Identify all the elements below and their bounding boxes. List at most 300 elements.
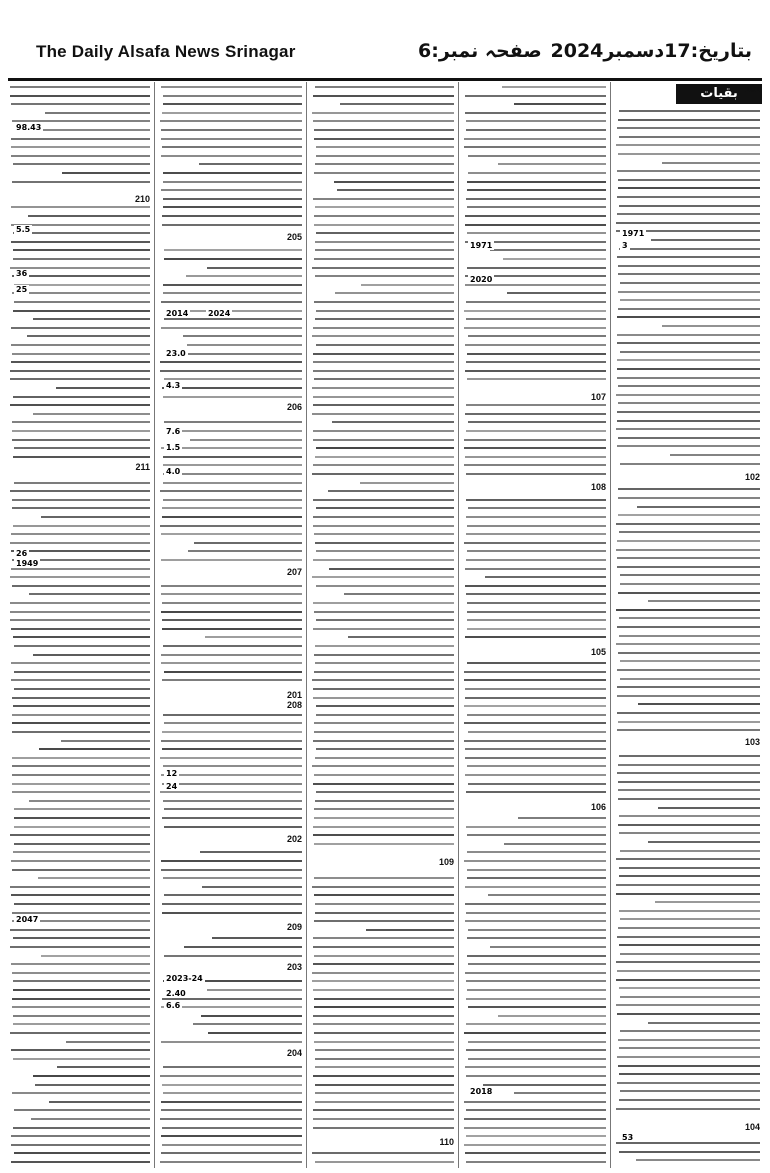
text-line <box>161 774 302 776</box>
text-line <box>465 370 606 372</box>
text-line <box>466 120 606 122</box>
text-line <box>617 626 760 628</box>
text-line <box>161 585 302 587</box>
text-line <box>618 119 760 121</box>
text-line <box>315 456 454 458</box>
text-line <box>200 851 302 853</box>
text-line <box>41 955 150 957</box>
body-figure: 23.0 <box>166 349 186 358</box>
text-line <box>316 705 454 707</box>
story-number: 211 <box>135 462 150 472</box>
text-line <box>616 394 760 396</box>
text-line <box>33 654 150 656</box>
text-line <box>315 249 454 251</box>
text-line <box>464 740 606 742</box>
text-line <box>466 980 606 982</box>
text-line <box>464 1101 606 1103</box>
text-line <box>161 86 302 88</box>
text-line <box>465 748 606 750</box>
text-line <box>316 714 454 716</box>
column-3 <box>310 82 456 1168</box>
text-line <box>12 774 150 776</box>
text-line <box>620 574 760 576</box>
text-line <box>483 1084 606 1086</box>
text-line <box>163 1092 302 1094</box>
text-line <box>14 817 150 819</box>
text-line <box>620 996 760 998</box>
body-figure: 2014 <box>166 309 189 318</box>
body-figure: 2023-24 <box>166 974 203 983</box>
text-line <box>466 1049 606 1051</box>
text-line <box>617 368 760 370</box>
text-line <box>340 103 454 105</box>
text-line <box>617 695 760 697</box>
text-line <box>162 748 302 750</box>
text-line <box>314 224 454 226</box>
text-line <box>312 413 454 415</box>
text-line <box>160 490 302 492</box>
text-line <box>619 755 760 757</box>
body-figure: 2020 <box>470 275 493 284</box>
text-line <box>617 316 760 318</box>
text-line <box>618 273 760 275</box>
text-line <box>187 344 302 346</box>
text-line <box>466 791 606 793</box>
text-line <box>314 808 454 810</box>
text-line <box>464 439 606 441</box>
text-line <box>618 497 760 499</box>
body-figure: 6.6 <box>166 1001 181 1010</box>
text-line <box>10 602 150 604</box>
text-line <box>467 955 606 957</box>
text-line <box>618 153 760 155</box>
text-line <box>467 353 606 355</box>
text-line <box>616 979 760 981</box>
text-line <box>164 258 302 260</box>
text-line <box>11 662 150 664</box>
text-line <box>160 1118 302 1120</box>
text-line <box>12 714 150 716</box>
text-line <box>11 894 150 896</box>
text-line <box>490 249 606 251</box>
story-number: 206 <box>286 402 302 412</box>
text-line <box>160 1075 302 1077</box>
text-line <box>314 955 454 957</box>
text-line <box>618 824 760 826</box>
text-line <box>617 1013 760 1015</box>
story-number: 107 <box>590 392 606 402</box>
text-line <box>620 583 760 585</box>
text-line <box>12 722 150 724</box>
text-line <box>29 593 150 595</box>
continuations-header: بقیات <box>676 84 762 104</box>
text-line <box>39 748 150 750</box>
column-1 <box>8 82 152 1168</box>
text-line <box>313 628 454 630</box>
text-line <box>464 464 606 466</box>
text-line <box>314 611 454 613</box>
text-line <box>464 860 606 862</box>
newspaper-page <box>8 8 762 1168</box>
text-line <box>467 206 606 208</box>
body-figure: 98.43 <box>16 123 42 132</box>
text-line <box>14 301 151 303</box>
text-line <box>10 576 150 578</box>
text-line <box>14 447 150 449</box>
text-line <box>361 284 454 286</box>
text-line <box>28 215 150 217</box>
text-line <box>467 378 606 380</box>
text-line <box>12 275 150 277</box>
text-line <box>465 972 606 974</box>
text-line <box>163 95 302 97</box>
text-line <box>619 136 760 138</box>
text-line <box>163 473 302 475</box>
text-line <box>503 258 606 260</box>
text-line <box>332 421 454 423</box>
text-line <box>164 421 302 423</box>
text-line <box>13 232 150 234</box>
text-line <box>315 1084 454 1086</box>
text-line <box>466 1023 606 1025</box>
text-line <box>316 447 454 449</box>
text-line <box>618 798 760 800</box>
text-line <box>164 955 302 957</box>
text-line <box>618 592 760 594</box>
text-line <box>12 697 150 699</box>
text-line <box>316 585 454 587</box>
text-line <box>13 1023 150 1025</box>
text-line <box>312 886 454 888</box>
text-line <box>11 550 150 552</box>
newspaper-title: The Daily Alsafa News Srinagar <box>36 42 296 61</box>
text-line <box>616 549 760 551</box>
text-line <box>617 936 760 938</box>
text-line <box>504 843 606 845</box>
text-line <box>315 542 454 544</box>
text-line <box>334 181 454 183</box>
text-line <box>465 224 606 226</box>
text-line <box>616 643 760 645</box>
story-number: 104 <box>744 1122 760 1132</box>
body-figure: 36 <box>16 269 28 278</box>
body-figure: 53 <box>622 1133 634 1142</box>
text-line <box>619 205 760 207</box>
text-line <box>314 138 454 140</box>
text-line <box>616 893 760 895</box>
text-line <box>12 998 150 1000</box>
text-line <box>162 112 302 114</box>
story-number: 203 <box>286 962 302 972</box>
text-line <box>648 841 760 843</box>
text-line <box>161 559 302 561</box>
text-line <box>637 506 760 508</box>
text-line <box>185 310 302 312</box>
text-line <box>163 464 302 466</box>
text-line <box>57 1066 150 1068</box>
text-line <box>514 1092 606 1094</box>
column-rule <box>458 82 459 1168</box>
text-line <box>316 791 454 793</box>
text-line <box>10 929 150 931</box>
text-line <box>162 1127 302 1129</box>
text-line <box>464 146 606 148</box>
text-line <box>184 946 302 948</box>
text-line <box>658 807 760 809</box>
text-line <box>160 1161 302 1163</box>
text-line <box>619 1047 760 1049</box>
text-line <box>12 507 150 509</box>
text-line <box>618 514 760 516</box>
text-line <box>616 523 760 525</box>
text-line <box>33 318 150 320</box>
text-line <box>12 421 150 423</box>
text-line <box>468 155 607 157</box>
text-line <box>14 1152 150 1154</box>
text-line <box>314 731 454 733</box>
text-line <box>314 301 454 303</box>
text-line <box>13 249 150 251</box>
text-line <box>313 361 454 363</box>
text-line <box>316 550 454 552</box>
story-number: 109 <box>438 857 454 867</box>
text-line <box>205 636 302 638</box>
body-figure: 26 <box>16 549 28 558</box>
text-line <box>651 239 760 241</box>
text-line <box>617 127 760 129</box>
text-line <box>183 335 302 337</box>
text-line <box>207 989 302 991</box>
text-line <box>12 783 150 785</box>
text-line <box>313 946 454 948</box>
text-line <box>655 901 760 903</box>
text-line <box>468 507 606 509</box>
text-line <box>618 187 760 189</box>
text-line <box>619 944 760 946</box>
text-line <box>314 920 454 922</box>
text-line <box>467 869 606 871</box>
text-line <box>465 774 606 776</box>
text-line <box>162 619 302 621</box>
text-line <box>464 327 606 329</box>
text-line <box>186 275 302 277</box>
text-line <box>507 292 606 294</box>
text-line <box>466 1109 606 1111</box>
text-line <box>498 163 606 165</box>
body-figure: 7.6 <box>166 427 181 436</box>
text-line <box>12 1006 150 1008</box>
text-line <box>313 834 455 836</box>
text-line <box>616 884 760 886</box>
text-line <box>468 172 606 174</box>
text-line <box>485 576 606 578</box>
text-line <box>468 783 606 785</box>
text-line <box>13 310 150 312</box>
text-line <box>344 593 454 595</box>
text-line <box>314 671 454 673</box>
text-line <box>617 334 760 336</box>
text-line <box>160 120 302 122</box>
text-line <box>616 609 760 611</box>
text-line <box>465 636 606 638</box>
text-line <box>465 413 606 415</box>
text-line <box>10 86 150 88</box>
text-line <box>164 722 302 724</box>
text-line <box>13 456 150 458</box>
text-line <box>315 645 454 647</box>
text-line <box>648 600 760 602</box>
text-line <box>464 138 606 140</box>
text-line <box>618 437 760 439</box>
text-line <box>518 817 606 819</box>
text-line <box>314 774 454 776</box>
text-line <box>164 249 302 251</box>
text-line <box>62 172 150 174</box>
story-number: 101 <box>744 84 760 94</box>
text-line <box>161 447 302 449</box>
text-line <box>164 430 302 432</box>
text-line <box>14 1109 150 1111</box>
text-line <box>464 1118 606 1120</box>
text-line <box>193 1023 302 1025</box>
text-line <box>618 488 760 490</box>
text-line <box>13 1127 150 1129</box>
text-line <box>11 628 150 630</box>
text-line <box>467 619 606 621</box>
text-line <box>315 903 454 905</box>
text-line <box>161 860 302 862</box>
text-line <box>313 1118 454 1120</box>
text-line <box>315 1101 454 1103</box>
text-line <box>618 1039 760 1041</box>
text-line <box>464 1032 606 1034</box>
text-line <box>313 740 454 742</box>
text-line <box>314 998 454 1000</box>
text-line <box>617 1082 760 1084</box>
text-line <box>162 817 302 819</box>
text-line <box>467 602 606 604</box>
text-line <box>464 679 606 681</box>
text-line <box>620 660 760 662</box>
text-line <box>11 344 150 346</box>
text-line <box>466 430 606 432</box>
text-line <box>190 439 302 441</box>
text-line <box>14 843 150 845</box>
column-rule <box>306 82 307 1168</box>
text-line <box>314 894 454 896</box>
text-line <box>161 301 302 303</box>
text-line <box>315 800 454 802</box>
text-line <box>466 473 606 475</box>
text-line <box>315 1161 454 1163</box>
text-line <box>467 877 606 879</box>
text-line <box>618 927 760 929</box>
body-figure: 1971 <box>622 229 645 238</box>
text-line <box>13 1015 150 1017</box>
text-line <box>161 1109 302 1111</box>
text-line <box>467 662 606 664</box>
text-line <box>467 628 606 630</box>
text-line <box>161 654 302 656</box>
story-number: 102 <box>744 472 760 482</box>
text-line <box>467 937 606 939</box>
text-line <box>468 1041 606 1043</box>
text-line <box>313 95 454 97</box>
text-line <box>648 1022 760 1024</box>
text-line <box>620 1090 760 1092</box>
text-line <box>160 757 302 759</box>
text-line <box>38 877 150 879</box>
text-line <box>313 963 454 965</box>
text-line <box>464 447 606 449</box>
text-line <box>620 463 760 465</box>
text-line <box>617 170 760 172</box>
text-line <box>315 1092 454 1094</box>
text-line <box>467 851 606 853</box>
column-2 <box>158 82 304 1168</box>
text-line <box>313 198 454 200</box>
text-line <box>12 439 150 441</box>
text-line <box>619 875 760 877</box>
text-line <box>313 525 454 527</box>
text-line <box>163 499 302 501</box>
text-line <box>617 377 760 379</box>
text-line <box>619 1151 760 1153</box>
text-line <box>618 1065 760 1067</box>
text-line <box>467 267 606 269</box>
text-line <box>11 155 150 157</box>
text-line <box>313 499 454 501</box>
text-line <box>313 1127 454 1129</box>
text-line <box>616 1004 760 1006</box>
text-line <box>13 980 150 982</box>
text-line <box>164 808 302 810</box>
text-line <box>313 370 454 372</box>
text-line <box>161 662 302 664</box>
text-line <box>313 697 454 699</box>
story-number: 202 <box>286 834 302 844</box>
text-line <box>465 697 606 699</box>
text-line <box>10 370 150 372</box>
text-line <box>45 112 150 114</box>
text-line <box>11 1144 150 1146</box>
text-line <box>162 903 302 905</box>
text-line <box>312 335 454 337</box>
text-line <box>56 387 150 389</box>
body-figure: 3 <box>622 241 628 250</box>
story-number: 204 <box>286 1048 302 1058</box>
text-line <box>161 533 303 535</box>
text-line <box>14 688 150 690</box>
text-line <box>162 731 302 733</box>
text-line <box>163 645 302 647</box>
text-line <box>161 327 302 329</box>
story-number: 205 <box>286 232 302 242</box>
text-line <box>315 275 454 277</box>
text-line <box>465 688 606 690</box>
text-line <box>162 224 302 226</box>
story-number: 201 <box>286 690 302 700</box>
text-line <box>11 361 150 363</box>
text-line <box>618 721 760 723</box>
text-line <box>620 1030 760 1032</box>
text-line <box>313 120 454 122</box>
text-line <box>33 1075 151 1077</box>
text-line <box>618 781 760 783</box>
text-line <box>314 378 454 380</box>
text-line <box>11 1135 150 1137</box>
text-line <box>619 110 760 112</box>
